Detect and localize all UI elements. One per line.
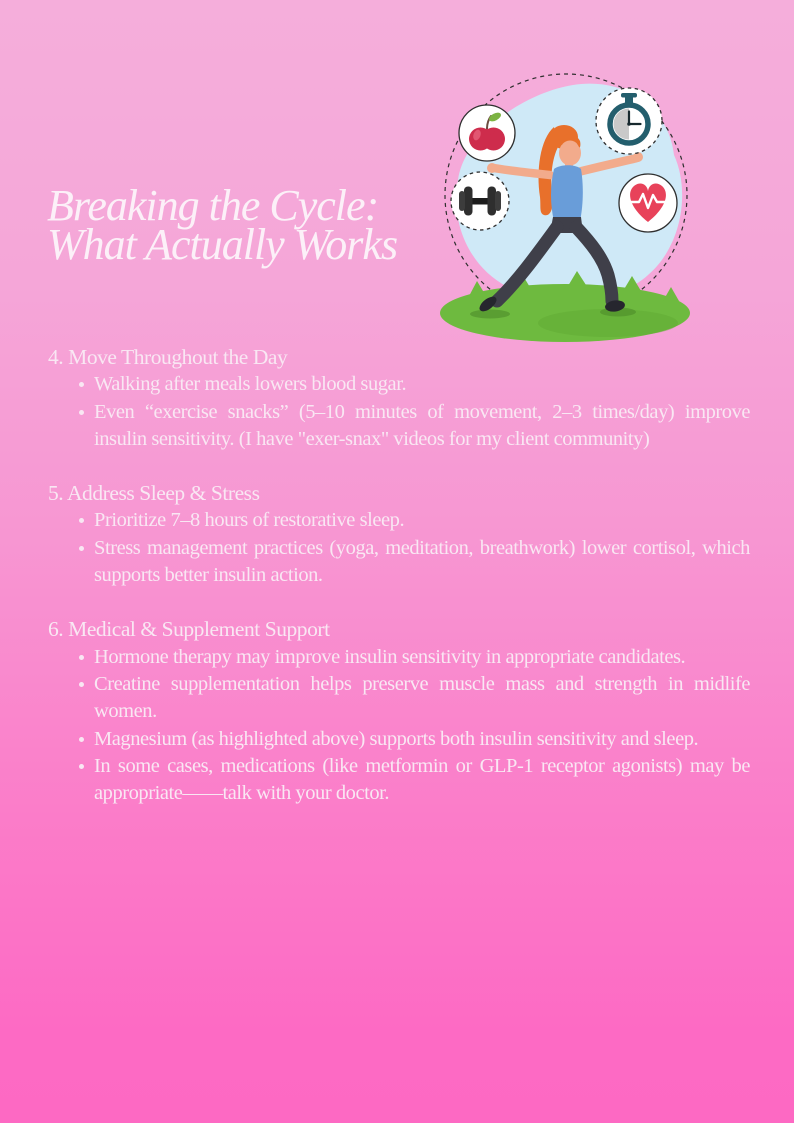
section-heading: 5. Address Sleep & Stress (48, 481, 260, 506)
bullet-list (48, 507, 750, 589)
bullet-item: Magnesium (as highlighted above) supports both insulin sensitivity and sleep. (94, 726, 750, 753)
title-line-1: Breaking the Cycle: (47, 181, 379, 230)
bullet-item: Stress management practices (yoga, meditation, breathwork) lower cortisol, which supports better insulin action. (94, 535, 750, 590)
bullet-list (48, 644, 750, 808)
apple-icon (459, 105, 515, 161)
foot-shadow-left (470, 310, 510, 319)
exercise-illustration-svg (428, 55, 708, 355)
heart-pulse-icon (619, 174, 677, 232)
bullet-item: Hormone therapy may improve insulin sensitivity in appropriate candidates. (94, 644, 750, 671)
bullet-item: Prioritize 7–8 hours of restorative sleep. (94, 507, 750, 534)
content-section (48, 344, 750, 453)
bullet-item: Creatine supplementation helps preserve muscle mass and strength in midlife women. (94, 671, 750, 726)
dumbbell-icon (451, 172, 509, 230)
section-heading: 6. Medical & Supplement Support (48, 617, 330, 642)
section-heading: 4. Move Throughout the Day (48, 345, 288, 369)
bullet-item: Even “exercise snacks” (5–10 minutes of movement, 2–3 times/day) improve insulin sensitivity. (I have "exer-snax" videos for my client community) (94, 399, 750, 454)
bullet-list (48, 371, 750, 453)
content-section (48, 616, 750, 807)
content-sections (48, 344, 750, 807)
title-line-2: What Actually Works (47, 220, 398, 269)
bullet-item: Walking after meals lowers blood sugar. (94, 371, 750, 398)
content-section (48, 480, 750, 589)
bullet-item: In some cases, medications (like metformin or GLP-1 receptor agonists) may be appropriate——talk with your doctor. (94, 753, 750, 808)
stopwatch-icon (596, 88, 662, 154)
page-title (47, 181, 398, 269)
exercise-illustration (428, 55, 708, 355)
